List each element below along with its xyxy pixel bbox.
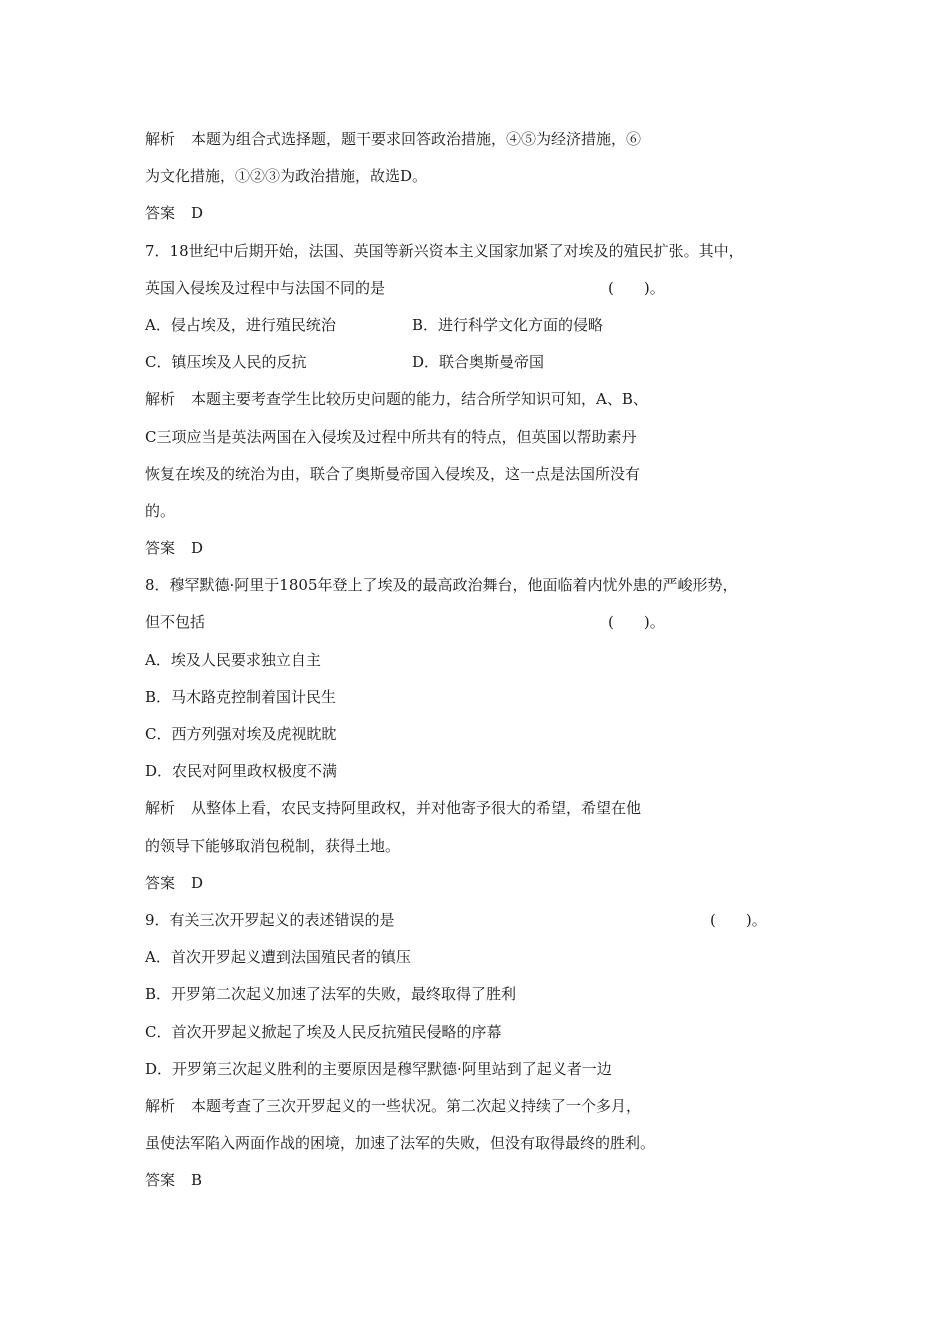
- q8-answer-label: 答案: [145, 873, 176, 892]
- q7-option-a: A．侵占埃及，进行殖民统治: [145, 315, 336, 334]
- q6-answer-label: 答案: [145, 204, 176, 223]
- q9-option-c: C．首次开罗起义掀起了埃及人民反抗殖民侵略的序幕: [145, 1022, 502, 1041]
- q8-option-d: D．农民对阿里政权极度不满: [145, 762, 338, 781]
- q8-stem-text: 但不包括: [145, 613, 206, 632]
- q7-answer: [145, 530, 835, 567]
- q7-analysis-label: 解析: [145, 390, 176, 409]
- q6-analysis-line-1: [145, 121, 835, 158]
- q7-stem-line-1: 7．18世纪中后期开始，法国、英国等新兴资本主义国家加紧了对埃及的殖民扩张。其中，: [145, 241, 744, 260]
- q9-option-b: B．开罗第二次起义加速了法军的失败，最终取得了胜利: [145, 985, 517, 1004]
- q8-option-b: B．马木路克控制着国计民生: [145, 687, 337, 706]
- q7-options-row-1: [145, 307, 835, 344]
- document-page: [145, 121, 835, 1199]
- q6-analysis-label: 解析: [145, 130, 176, 148]
- q9-option-a: A．首次开罗起义遭到法国殖民者的镇压: [145, 948, 411, 967]
- q6-analysis-line-2: 为文化措施，①②③为政治措施，故选D。: [145, 167, 428, 186]
- q9-analysis-label: 解析: [145, 1096, 176, 1115]
- q9-answer-value: B: [191, 1171, 203, 1190]
- q9-analysis-text: 本题考查了三次开罗起义的一些状况。第二次起义持续了一个多月，: [191, 1096, 642, 1115]
- q7-answer-value: D: [191, 539, 204, 558]
- q8-analysis-text: 从整体上看，农民支持阿里政权，并对他寄予很大的希望，希望在他: [191, 799, 642, 818]
- q8-stem-line-1: 8．穆罕默德·阿里于1805年登上了埃及的最高政治舞台，他面临着内忧外患的严峻形势，: [145, 576, 738, 595]
- q9-stem-text: 9．有关三次开罗起义的表述错误的是: [145, 910, 395, 929]
- q7-analysis-text: 本题主要考查学生比较历史问题的能力，结合所学知识可知，A、B、: [191, 390, 648, 409]
- q8-analysis-line-1: [145, 790, 835, 827]
- q8-option-a: A．埃及人民要求独立自主: [145, 650, 321, 669]
- q8-stem-line-2: [145, 604, 835, 641]
- q9-answer: [145, 1162, 835, 1199]
- q7-option-d: D．联合奥斯曼帝国: [412, 353, 545, 372]
- q7-analysis-line-4: 的。: [145, 501, 176, 520]
- q8-answer: [145, 865, 835, 902]
- q6-answer-value: D: [191, 204, 204, 223]
- q7-stem-line-2: [145, 270, 835, 307]
- q8-analysis-line-2: 的领导下能够取消包税制，获得土地。: [145, 836, 401, 855]
- q7-answer-paren: ( )。: [608, 278, 665, 297]
- q7-analysis-line-3: 恢复在埃及的统治为由，联合了奥斯曼帝国入侵埃及，这一点是法国所没有: [145, 464, 641, 483]
- q8-analysis-label: 解析: [145, 799, 176, 818]
- q7-analysis-line-1: [145, 381, 835, 418]
- q8-answer-paren: ( )。: [608, 613, 665, 632]
- q8-option-c: C．西方列强对埃及虎视眈眈: [145, 725, 337, 743]
- q9-analysis-line-2: 虽使法军陷入两面作战的困境，加速了法军的失败，但没有取得最终的胜利。: [145, 1134, 656, 1153]
- q6-answer: [145, 195, 835, 232]
- q9-option-d: D．开罗第三次起义胜利的主要原因是穆罕默德·阿里站到了起义者一边: [145, 1059, 612, 1078]
- q7-options-row-2: [145, 344, 835, 381]
- q6-analysis-text: 本题为组合式选择题，题干要求回答政治措施，④⑤为经济措施，⑥: [191, 130, 642, 148]
- q9-stem-line-1: [145, 902, 835, 939]
- q7-answer-label: 答案: [145, 539, 176, 558]
- q7-option-b: B．进行科学文化方面的侵略: [412, 315, 604, 334]
- q9-answer-paren: ( )。: [710, 910, 767, 929]
- q8-answer-value: D: [191, 873, 204, 892]
- q7-stem-text: 英国入侵埃及过程中与法国不同的是: [145, 278, 386, 297]
- q9-answer-label: 答案: [145, 1171, 176, 1190]
- q7-option-c: C．镇压埃及人民的反抗: [145, 353, 307, 372]
- q9-analysis-line-1: [145, 1088, 835, 1125]
- q7-analysis-line-2: C三项应当是英法两国在入侵埃及过程中所共有的特点，但英国以帮助素丹: [145, 427, 637, 446]
